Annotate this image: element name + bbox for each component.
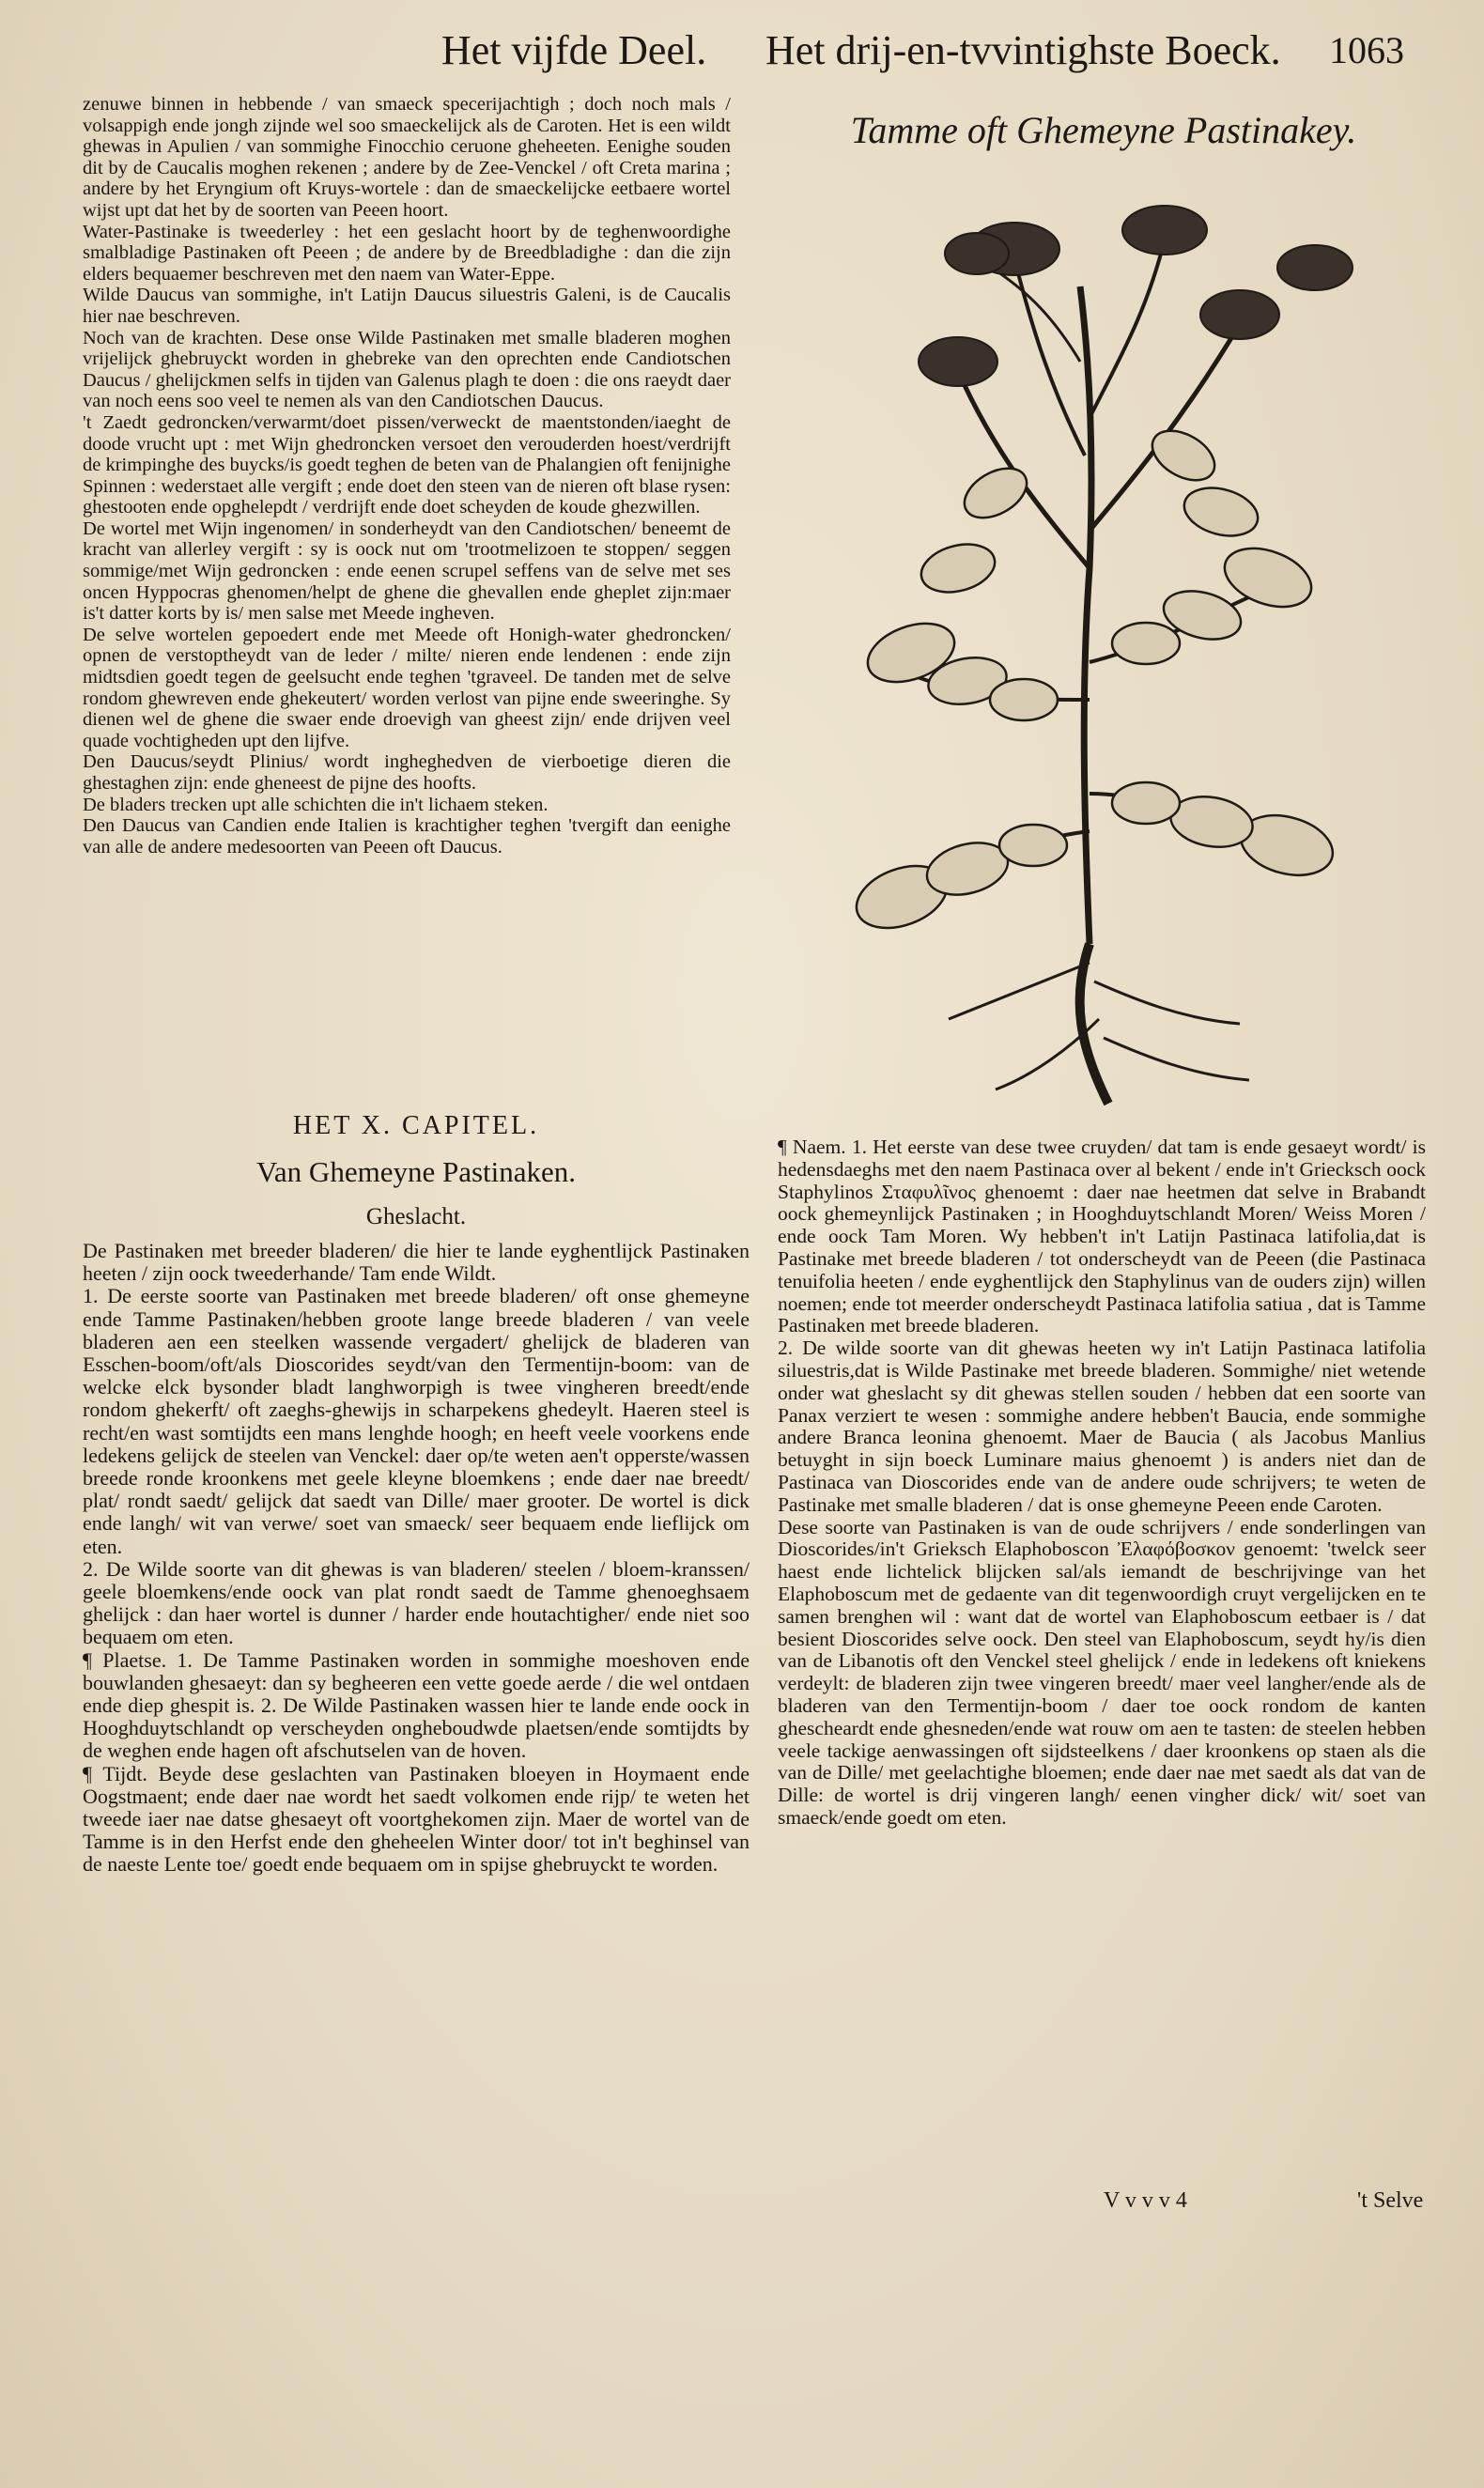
paragraph: De selve wortelen gepoedert ende met Meede oft Honigh-water ghedroncken/ opnen de verstoptheydt van de leder / milte/ nieren ende lendenen : ende zijn midtsdien goedt tegen de geelsucht ende teghen 'tgraveel. De tanden met de selve rondom ghewreven ende ghekeutert/ worden verlost van pijne ende sweeringhe. Sy dienen wel de ghene die swaer ende droevigh van gheest zijn/ ende drijven veel quade vochtigheden upt den lijfve. bbox=[83, 624, 731, 751]
parsnip-woodcut-illustration bbox=[808, 174, 1371, 1113]
paragraph: 2. De wilde soorte van dit ghewas heeten wy in't Latijn Pastinaca latifolia siluestris,dat is Wilde Pastinake met breede bladeren. Sommighe/ niet wetende onder wat gheslacht sy dit ghewas stellen souden / hebben dat een soorte van Panax verziert te wesen : sommighe andere hebben't Baucia, ende sommighe andere Branca leonina ghenoemt. Maer de Baucia ( als Jacobus Manlius betuyght in sijn boeck Luminare maius ghenoemt ) is anders niet dan de Pastinaca van Dioscorides ende van de andere oude schrijvers; te weten de Pastinake met smalle bladeren / dat is onse ghemeyne Peeen ende Caroten. bbox=[778, 1337, 1426, 1516]
paragraph: 1. De eerste soorte van Pastinaken met breede bladeren/ oft onse ghemeyne ende Tamme Pastinaken/hebben groote lange breede bladeren / van veele bladeren aen een steelken wassende vergadert/ ghelijck de bladeren van Esschen-boom/oft/als Dioscorides seydt/van den Termentijn-boom: van de welcke elck bysonder bladt langhworpigh is twee vingheren breedt/ende rondom ghekerft/ oft zaeghs-ghewijs in scharpekens ghedeylt. Haeren steel is recht/en wast somtijdts een mans lenghde hoogh; en heeft veele voorkens ende ledekens gelijck de steelen van Venckel: daer op/te weten aen't opperste/wassen breede ronde kroonkens met geele kleyne bloemkens ; ende daer nae breedt/ plat/ rondt saedt/ gelijck dat saedt van Dille/ maer grooter. De wortel is dick ende langh/ wit van verwe/ soet van smaeck/ seer bequaem ende lieflijck om eten. bbox=[83, 1284, 750, 1558]
paragraph: ¶ Tijdt. Beyde dese geslachten van Pastinaken bloeyen in Hoymaent ende Oogstmaent; ende daer nae wordt het saedt volkomen ende rijp/ te weten het tweede iaer nae datse ghesaeyt oft voortghekomen zijn. Maer de wortel van de Tamme is in den Herfst ende den gheheelen Winter door/ tot in't beghinsel van de naeste Lente toe/ goedt ende bequaem om in spijse ghebruyckt te worden. bbox=[83, 1761, 750, 1877]
paragraph: Wilde Daucus van sommighe, in't Latijn Daucus siluestris Galeni, is de Caucalis hier nae beschreven. bbox=[83, 285, 731, 327]
left-column-upper bbox=[83, 94, 731, 858]
paragraph: Den Daucus van Candien ende Italien is krachtigher teghen 'tvergift dan eenighe van alle de andere medesoorten van Peeen oft Daucus. bbox=[83, 815, 731, 858]
running-head bbox=[0, 26, 1484, 92]
paragraph: 't Zaedt gedroncken/verwarmt/doet pissen/verweckt de maentstonden/iaeght de doode vrucht upt : met Wijn ghedroncken versoet den verouderden hoest/verdrijft de krimpinghe des buycks/is goedt teghen de beten van de Phalangien oft fenijnighe Spinnen : wederstaet alle vergift ; ende doet den steen van de nieren oft blase rysen: ghestooten ende opghelepdt / verdrijft ende doet scheyden de koude ghezwillen. bbox=[83, 411, 731, 518]
paragraph: Water-Pastinake is tweederley : het een geslacht hoort by de teghenwoordighe smalbladige Pastinaken oft Peeen ; de andere by de Breedbladighe : dan die zijn elders bequaemer beschreven met den naem van Water-Eppe. bbox=[83, 221, 731, 285]
illustration-caption: Tamme oft Ghemeyne Pastinakey. bbox=[850, 109, 1357, 151]
paragraph: De wortel met Wijn ingenomen/ in sonderheydt van den Candiotschen/ beneemt de kracht van allerley vergift : sy is oock nut om 'trootmelizoen te stoppen/ seggen sommige/met Wijn gedroncken : ende eenen scrupel seffens van de selve met ses oncen Hyppocras ghenomen/helpt de ghene die ghevallen ende gheplet zijn:maer is't datter korts by is/ men salse met Meede ingheven. bbox=[83, 518, 731, 625]
running-head-right: Het drij-en-tvvintighste Boeck. bbox=[765, 27, 1281, 73]
section-heading: Gheslacht. bbox=[365, 1204, 467, 1229]
paragraph: Den Daucus/seydt Plinius/ wordt ingheghedven de vierboetige dieren die ghestaghen zijn: ende gheneest de pijne des hoofts. bbox=[83, 751, 731, 794]
catchword: 't Selve bbox=[1357, 2188, 1424, 2213]
running-head-left: Het vijfde Deel. bbox=[441, 27, 707, 73]
paragraph: Dese soorte van Pastinaken is van de oude schrijvers / ende sonderlingen van Dioscorides/in't Grieksch Elaphoboscon Ἐλαφόβοσκον genoemt: 'twelck seer haest ende lichtelick blijcken sal/als iemandt de beschrijvinge van het Elaphoboscum met de gedaente van dit tegenwoordigh cruyt vergelijcken en te samen brenghen wil : want dat de wortel van Elaphoboscum eetbaer is / dat besient Dioscorides selve oock. Den steel van Elaphoboscum, seydt hy/is dien van de Libanotis oft den Venckel steel ghelijck / ende in ledekens oft kniekens verdeylt: de bladeren zijn twee vingeren breedt/ maer veel langher/ende als de bladeren van den Termentijn-boom / daer toe oock rondom de kanten ghescheardt ende ghesneden/ende wat rouw om aen te tasten: de steelen hebben veele tackige aenwassingen oft sijdsteelkens / daer kroonkens op staen als die van de Dille/ met geelachtighe bloemen; ende daer nae met saedt als dat van de Dille: de wortel is drij vingeren langh/ eenen vingher dick/ wit/ soet van smaeck/ende goedt om eten. bbox=[778, 1515, 1426, 1829]
paragraph: ¶ Naem. 1. Het eerste van dese twee cruyden/ dat tam is ende gesaeyt wordt/ is hedensdaeghs met den naem Pastinaca over al bekent / ende in't Griecksch oock Staphylinos Σταφυλῖνος ghenoemt : daer nae heetmen dat selve in Brabandt oock ghemeynlijck Pastinaken ; in Hooghduytschlandt Moren/ Weiss Moren / ende oock Tam Moren. Wy hebben't in't Latijn Pastinaca latifolia,dat is Pastinake met breede bladeren / tot onderscheydt van de Peeen (die Pastinaca tenuifolia heeten / ende eyghentlijck den Staphylinus van de ouders zijn) willen noemen; ende tot meerder onderscheydt Pastinaca latifolia satiua , dat is Tamme Pastinaken met breede bladeren. bbox=[778, 1136, 1426, 1337]
signature-mark: V v v v 4 bbox=[1104, 2188, 1187, 2213]
paragraph: De Pastinaken met breeder bladeren/ die hier te lande eyghentlijck Pastinaken heeten / zijn oock tweederhande/ Tam ende Wildt. bbox=[83, 1239, 750, 1286]
chapter-title: HET X. CAPITEL. bbox=[292, 1111, 540, 1140]
paragraph: 2. De Wilde soorte van dit ghewas is van bladeren/ steelen / bloem-kranssen/ geele bloemkens/ende oock van plat rondt saedt de Tamme ghenoeghsaem ghelijck : dan haer wortel is dunner / harder ende houtachtigher/ ende niet soo bequaem om eten. bbox=[83, 1556, 750, 1649]
paragraph: zenuwe binnen in hebbende / van smaeck specerijachtigh ; doch noch mals / volsappigh ende jongh zijnde wel soo smaeckelijck als de Caroten. Het is een wildt ghewas in Apulien / van sommighe Finocchio ceruone gheheeten. Eenighe souden dit by de Caucalis moghen rekenen ; andere by de Zee-Venckel / oft Creta marina ; andere by het Eryngium oft Kruys-wortele : dan de smaeckelijcke eetbaere wortel wijst upt dat het by de soorten van Peeen hoort. bbox=[83, 94, 731, 221]
right-column bbox=[778, 1136, 1426, 1830]
paragraph: De bladers trecken upt alle schichten die in't lichaem steken. bbox=[83, 794, 549, 815]
chapter-subtitle: Van Ghemeyne Pastinaken. bbox=[255, 1155, 577, 1188]
paragraph: Noch van de krachten. Dese onse Wilde Pastinaken met smalle bladeren moghen vrijelijck ghebruyckt worden in ghebreke van den oprechten ende Candiotschen Daucus / ghelijckmen selfs in tijden van Galenus plagh te doen : die ons raeydt daer van noch eens soo veel te nemen als van den Candiotschen Daucus. bbox=[83, 327, 731, 412]
left-column-lower bbox=[83, 1240, 750, 1877]
page-number: 1063 bbox=[1329, 29, 1404, 71]
paragraph: ¶ Plaetse. 1. De Tamme Pastinaken worden in sommighe moeshoven ende bouwlanden ghesaeyt: dan sy begheeren een vette goede aerde / die wel ontdaen ende diep ghespit is. 2. De Wilde Pastinaken wassen hier te lande ende oock in Hooghduytschlandt op verscheyden ongheboudwde plaetsen/ende somtijdts by de weghen ende hagen oft afschutselen van de hoven. bbox=[83, 1647, 750, 1763]
